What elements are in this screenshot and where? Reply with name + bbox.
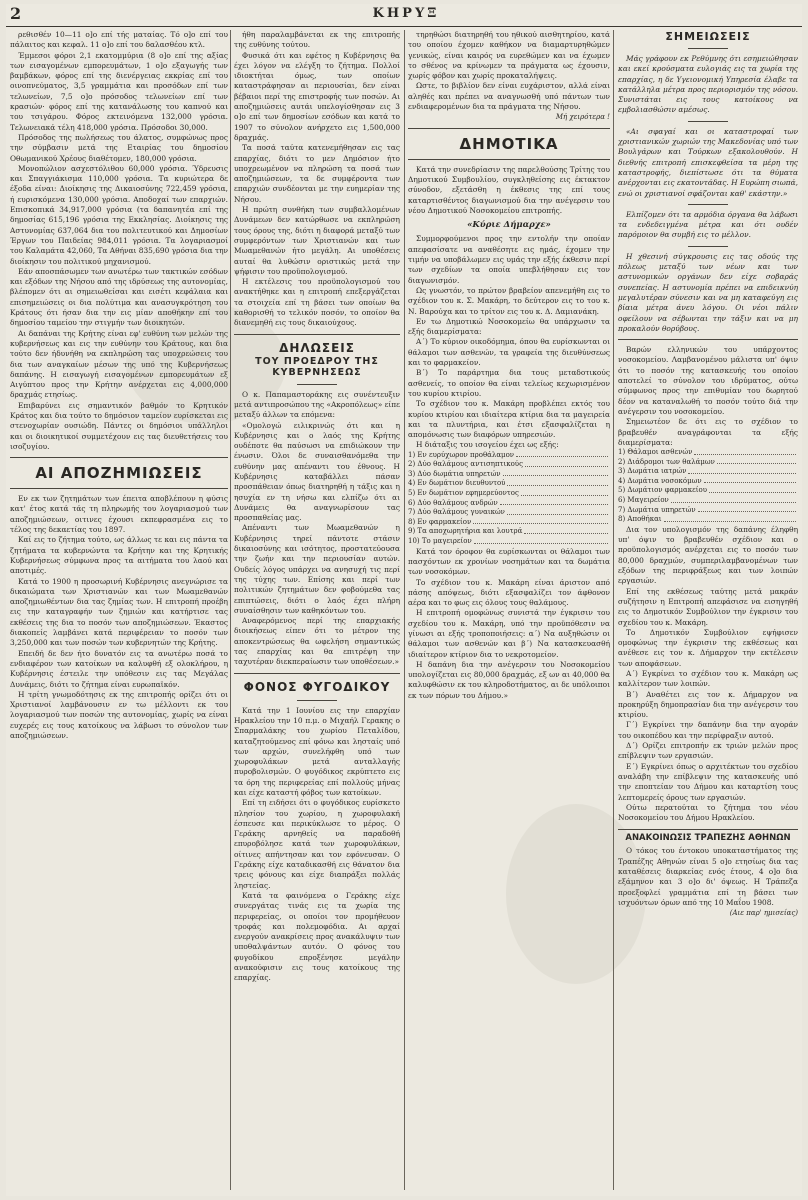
list-item [618, 486, 798, 496]
list-item [408, 451, 610, 461]
paragraph: Κατά την 1 Ιουνίου εις την επαρχίαν Ηρακλείου την 10 π.μ. ο Μιχαήλ Γερακης ο Σπαρμαλάκης του χωρίου Πεταλίδου, καταζητούμενος επί φόνω και λησταίς υπό των αρχών, συνελήφθη υπό των χωροφυλάκων μετά ανταλλαγής πυροβολισμών. Ο φυγόδικος εκρύπτετο εις τα όρη της περιφερείας επί πολλούς μήνας και είχε καταστή φόβος των κατοίκων. [234, 705, 400, 797]
paragraph: Α΄) Το κύριον οικοδόμημα, όπου θα ευρίσκωνται οι θάλαμοι των ασθενών, τα γραφεία της διευθύνσεως και το φαρμακείον. [408, 337, 610, 368]
leader-dots [717, 458, 796, 465]
paragraph: Β΄) Το παράρτημα δια τους μεταδοτικούς ασθενείς, το οποίον θα είναι τελείως κεχωρισμένον του κυρίου κτιρίου. [408, 368, 610, 398]
paragraph: Εν τω Δημοτικώ Νοσοκομείω θα υπάρχωσιν τα εξής διαμερίσματα: [408, 316, 610, 337]
note: Ελπίζομεν ότι τα αρμόδια όργανα θα λάβωσι τα ενδεδειγμένα μέτρα και ότι ουδέν παρόμοιον θα συμβή εις το μέλλον. [618, 209, 798, 240]
leader-dots [507, 508, 608, 515]
list-item-label: 3) Δωμάτια ιατρών [618, 467, 687, 476]
list-item [618, 448, 798, 458]
paragraph: Φυσικά ότι και εφέτος η Κυβέρνησις θα έχει λόγον να ελέγξη το ζήτημα. Πολλοί ιδιοκτήται όμως, των οποίων καταστράφησαν αι περιουσίαι, δεν είναι βέβαιοι περί της επιστροφής των ποσών. Αι αποζημιώσεις αυτάι υπελογίσθησαν εις 3 ο]ο επί των δημοσίων εσόδων και κατά το 1907 το σύνολον ανήρχετο εις 1,500,000 δραχμάς. [234, 50, 400, 142]
paragraph: Πρόσοδος της πωλήσεως του άλατος, συμφώνως προς την σύμβασιν μετά της Εταιρίας του δημοσίου Οθωμανικού Χρέους διαθέτομεν, 180,000 γρόσια. [10, 132, 228, 163]
paragraph: Γ΄) Εγκρίνει την δαπάνην δια την αγοράν του οικοπέδου και την περίφραξιν αυτού. [618, 720, 798, 740]
leader-dots [503, 470, 608, 477]
paragraph: Η τρίτη γνωμοδότησις εκ της επιτροπής ορίζει ότι οι Χριστιανοί λαμβάνουσιν εν τω μέλλοντι εκ του λογαριασμού των ποσών της αυτονομίας, χωρίς να είναι ευχερές εις τους κατοίκους να λάβωσι το σύνολον των αποζημιώσεων. [10, 689, 228, 740]
paragraph: Βαρών ελληνικών του υπάρχοντος νοσοκομείου. Λαμβανομένου μάλιστα υπ' όψιν ότι το ποσόν της κατασκευής του οποίου αποτελεί το σύνολον του ιδρύματος, ούτω σύμφωνος προς την επιθυμίαν του δωρητού δέον να καταναλωθή το ποσόν τούτο διά την ανέγερσιν του νοσοκομείου. [618, 345, 798, 416]
list-item-label: 10) Το μαγειρείον [408, 537, 472, 546]
paragraph: Τα ποσά ταύτα κατενεμήθησαν εις τας επαρχίας, διότι το μεν Δημόσιον ήτο υποχρεωμένον να πληρώση τα ποσά των αποζημιώσεων, τα δε συμφέροντα των επαρχιών συνδέονται με την ευημερίαν της Νήσου. [234, 143, 400, 204]
paragraph: «Ομολογώ ειλικρινώς ότι και η Κυβέρνησις και ο λαός της Κρήτης ουδέποτε θα παύσωσι να επιδιώκουν την ένωσιν. Όλοι δε συναισθανόμεθα την ευθύνην μας απέναντι του έθνους. Η Κυβέρνησις καταβάλλει πάσαν προσπάθειαν όπως διατηρηθή η τάξις και η ησυχία εν τη νήσω και ελπίζω ότι αι Δυνάμεις θα αναγνωρίσουν τας προσπαθείας μας. [234, 420, 400, 523]
leader-dots [516, 451, 608, 458]
list-item-label: 5) Δωμάτιον φαρμακείου [618, 486, 707, 495]
paragraph: Αι δαπάναι της Κρήτης είναι εφ' ευθύνη των μελών της κυβερνήσεως και εις την ευθύνην του Κράτους, και δια τούτο δεν ήδυνήθη να εκπληρώση τας υποχρεώσεις του δια των αναγκαίων μέσων της υπό της Κυβερνήσεως δαπάνης. Η εισαγωγή εισαγομένων εμπορευμάτων εξ Αιγύπτου προς την Κρήτην ανέρχεται εις 4,000,000 δραχμάς ετησίως. [10, 328, 228, 400]
leader-dots [688, 467, 796, 474]
paragraph: Επί της εκθέσεως ταύτης μετά μακράν συζήτησιν η Επιτροπή απεφάσισε να εισηγηθή εις το Δημοτικόν Συμβούλιον την έγκρισιν του σχεδίου του κ. Μακάρη. [618, 586, 798, 627]
paragraph: Ούτω περατούται το ζήτημα του νέου Νοσοκομείου του Δήμου Ηρακλείου. [618, 802, 798, 823]
divider [618, 339, 798, 340]
article-compensations [10, 494, 228, 741]
column-4 [618, 30, 798, 1192]
article-continued [234, 30, 400, 329]
leader-dots [524, 527, 608, 534]
list-item [408, 479, 610, 489]
article-fugitive [234, 706, 400, 984]
list-item [408, 470, 610, 480]
list-item-label: 6) Δύο θαλάμους ανδρών [408, 498, 498, 507]
column-rule [613, 30, 614, 1190]
paragraph: Το Δημοτικόν Συμβούλιον εψήφισεν ομοφώνως την έγκρισιν της εκθέσεως και ανέθεσε εις τον κ. Δήμαρχον την εκτέλεσιν των αποφάσεων. [618, 627, 798, 668]
paragraph: Ε΄) Εγκρίνει όπως ο αρχιτέκτων του σχεδίου αναλάβη την επίβλεψιν της κατασκευής υπό την εποπτείαν του Δήμου και καταρτίση τους λεπτομερείς όρους των εργασιών. [618, 761, 798, 802]
divider [10, 488, 228, 489]
paragraph: Επειδή δε δεν ήτο δυνατόν εις τα ανωτέρω ποσά το ενδιαφέρον των κατοίκων να καλυφθή εξ ολοκλήρου, η Κυβέρνησις έστειλε την υπόθεσιν εις τας Μεγάλας Δυνάμεις, διότι το ζήτημα είναι ευρωπαϊκόν. [10, 648, 228, 689]
divider [408, 159, 610, 160]
list-item-label: 8) Αποθήκαι [618, 515, 662, 524]
paragraph: Η πρώτη συνθήκη των συμβαλλομένων Δυνάμεων δεν κατώρθωσε να εκπληρώση τους όρους της, διότι η διαφορά μεταξύ των συμφερόντων των Χριστιανών και των Μωαμεθανών ήτο μεγάλη. Αι υποθέσεις αυταί θα λυθώσιν οριστικώς μετά την ψήφισιν του προϋπολογισμού. [234, 205, 400, 276]
list-item [408, 489, 610, 499]
paragraph: Ο τόκος του έντοκου υποκαταστήματος της Τραπέζης Αθηνών είναι 5 ο]ο ετησίως δια τας καταθέσεις διαρκείας ενός έτους, 4 ο]ο δια εξάμηνον και 3 ο]ο δι' όψεως. Η Τράπεζα προεξοφλεί γραμμάτια επί τη βάσει των ισχυόντων όρων από της 10 Μαΐου 1908. [618, 846, 798, 907]
leader-dots [671, 496, 796, 503]
paragraph: Επιβαρύνει εις σημαντικόν βαθμόν το Κρητικόν Κράτος και δια τούτο το δημόσιον ταμείον ευρίσκεται εις στενοχωρίαν ουσιώδη. Πάντες οι δημόσιοι υπάλληλοι και οι διοικητικοί συμμετέχουν εις τας διευθετήσεις του ισοζυγίου. [10, 400, 228, 451]
list-item-label: 1) Εν ευρύχωρον προθάλαμον [408, 450, 515, 459]
leader-dots [694, 448, 796, 455]
paragraph: Ο κ. Παπαμαστοράκης εις συνέντευξιν μετά αντιπροσώπου της «Ακροπόλεως» είπε μεταξύ άλλων τα επόμενα: [234, 389, 400, 420]
paragraph: Καί εις το ζήτημα τούτο, ως άλλως τε και εις πάντα τα ζητήματα τα κυβερνώντα τα Κρήτην και της Κρητικής Κυβερνήσεως σύμφωνα προς τα αιτήματα του λαού και αποτιμές. [10, 535, 228, 576]
leader-dots [525, 460, 608, 467]
article-hospital-continued [618, 345, 798, 823]
divider [10, 457, 228, 458]
paragraph: Ως γνωστόν, το πρώτον βραβείον απενεμήθη εις το σχέδιον του κ. Σ. Μακάρη, το δεύτερον εις το του κ. Ν. Βαρούχα και το τρίτον εις του κ. Δ. Δαμιανάκη. [408, 285, 610, 316]
note: Η χθεσινή σύγκρουσις εις τας οδούς της πόλεως μεταξύ των νέων και των αστυνομικών οργάνων δεν είχε σοβαράς συνεπείας. Η αστυνομία πρέπει να επιδεικνύη μεγαλυτέραν σύνεσιν και να μη καταφεύγη εις βίαια μέτρα άνευ λόγου. Οι νέοι πάλιν οφείλουν να σέβωνται την τάξιν και να μη προκαλούν θορύβους. [618, 251, 798, 333]
list-item-label: 7) Δύο θαλάμους γυναικών [408, 508, 505, 517]
leader-dots [709, 486, 796, 493]
list-item [618, 496, 798, 506]
divider [688, 121, 728, 122]
list-item [618, 506, 798, 516]
list-item [408, 508, 610, 518]
list-item [408, 499, 610, 509]
leader-dots [664, 515, 796, 522]
page-number: 2 [10, 4, 22, 23]
newspaper-page [6, 4, 802, 1196]
paragraph: Η επιτροπή ομοφώνως συνιστά την έγκρισιν του σχεδίου του κ. Μακάρη, υπό την προϋπόθεσιν να γίνωσι αι εξής τροποποιήσεις: α΄) Να αυξηθώσιν οι θάλαμοι των ασθενών και β΄) Να κατασκευασθή ιδιαίτερον κτίριον δια το νεκροτομείον. [408, 608, 610, 659]
column-rule [404, 30, 405, 1190]
headline-compensations: ΑΙ ΑΠΟΖΗΜΙΩΣΕΙΣ [35, 464, 203, 483]
list-item [618, 467, 798, 477]
list-item [408, 460, 610, 470]
divider [234, 673, 400, 674]
paper-stain [506, 804, 646, 984]
article-statements [234, 390, 400, 668]
departments-list [618, 448, 798, 525]
signature: Μή χειρότερα ! [555, 113, 610, 122]
subheadline-president: ΤΟΥ ΠΡΟΕΔΡΟΥ ΤΗΣ ΚΥΒΕΡΝΗΣΕΩΣ [255, 355, 379, 378]
leader-dots [473, 518, 608, 525]
list-item [618, 458, 798, 468]
notes-section [618, 54, 798, 334]
list-item-label: 8) Εν φαρμακείον [408, 517, 472, 526]
leader-dots [500, 499, 608, 506]
bank-announcement-heading: ΑΝΑΚΟΙΝΩΣΙΣ ΤΡΑΠΕΖΗΣ ΑΘΗΝΩΝ [618, 829, 798, 843]
headline-municipal: ΔΗΜΟΤΙΚΑ [459, 134, 559, 153]
rooms-list [408, 451, 610, 547]
masthead [6, 4, 802, 27]
continued-note: (Αιε παρ' ημισείας) [729, 909, 798, 918]
paragraph: Εν εκ των ζητημάτων των έπειτα αποβλέπουν η φύσις κατ' έτος κατά τάς τη πληρωμής του λογαριασμού των αποζημιώσεων, οιτινες έχουσι εκπεφρασμένα εις το τέλος της δεκαετίας του 1897. [10, 494, 228, 535]
list-item-label: 2) Δύο θαλάμους αντισηπτικούς [408, 460, 523, 469]
paragraph: Αναφερόμενος περί της επαρχιακής διοικήσεως είπεν ότι το μέτρον της αποκεντρώσεως θα ωφελήση σημαντικώς τας επαρχίας και θα επιτρέψη την ταχυτέραν διεκπεραίωσιν των υποθέσεων.» [234, 616, 400, 667]
paragraph: Ωστε, το βιβλίον δεν είναι ευχάριστον, αλλά είναι αληθές και πρέπει να αναγνωσθή υπό πάντων των ενδιαφερομένων δια τα πράγματα της Νήσου. [408, 81, 610, 112]
note: Μάς γράφουν εκ Ρεθύμνης ότι εσημειώθησαν και εκεί κρούσματα ευλογιάς εις τα χωρία της επαρχίας, η δε Υγειονομική Υπηρεσία έλαβε τα κατάλληλα μέτρα προς περιορισμόν της νόσου. Συνιστάται εις τους κατοίκους να εμβολιασθώσιν αμέσως. [618, 54, 798, 115]
leader-dots [507, 479, 608, 486]
letter-salutation: «Κύριε Δήμαρχε» [467, 220, 551, 231]
article-municipal [408, 165, 610, 701]
divider [297, 700, 337, 701]
list-item-label: 7) Δωμάτια υπηρετών [618, 505, 696, 514]
paragraph: Κατά το 1900 η προσωρινή Κυβέρνησις ανεγνώρισε τα δικαιώματα των Χριστιανών και των Μωαμεθανών αποζημιωθέντων δια τας ζημίας των. Η επιτροπή προέβη εις την καταγραφήν των ζημιών και κατήρτισε τας εκθέσεις της δια το ποσόν των αποζημιώσεων. Έκαστος διακοπείς λαμβάνει κατά περιφέρειαν το ποσόν των 3,250,000 και των ποσών των κυβερνητών της Κρήτης. [10, 576, 228, 648]
paragraph: Β΄) Αναθέτει εις τον κ. Δήμαρχον να προκηρύξη δημοπρασίαν δια την ανέγερσιν του κτιρίου. [618, 689, 798, 720]
paragraph: Επί τη ειδήσει ότι ο φυγόδικος ευρίσκετο πλησίον του χωρίου, η χωροφυλακή έσπευσε και περικύκλωσε το μέρος. Ο Γεράκης αρνηθείς να παραδοθή επυροβόλησε κατά των χωροφυλάκων, οίτινες απήντησαν και τον εφόνευσαν. Ο Γεράκης είχε καταδικασθή εις θάνατον δια τρεις φόνους και είχε διαπράξει πολλάς ληστείας. [234, 798, 400, 890]
paragraph: Απέναντι των Μωαμεθανών η Κυβέρνησις τηρεί πάντοτε στάσιν δικαιοσύνης και ισότητος, προστατεύουσα την ζωήν και την περιουσίαν αυτών. Ουδείς λόγος υπάρχει να ανησυχή τις περί της τύχης των. Επίσης και περί των πολιτικών ζητημάτων δεν φοβούμεθα τας επιπτώσεις, διότι ο λαός έχει πλήρη συναίσθησιν των καθηκόντων του. [234, 523, 400, 615]
list-item-label: 3) Δύο δωμάτια υπηρετών [408, 469, 501, 478]
newspaper-name: ΚΗΡΥΞ [372, 6, 440, 21]
list-item-label: 4) Εν δωμάτιον διευθυντού [408, 479, 506, 488]
paragraph: Σημειωτέον δε ότι εις το σχέδιον το βραβευθέν αναγράφονται τα εξής διαμερίσματα: [618, 417, 798, 447]
note: «Αι σφαγαί και οι καταστροφαί των χριστιανικών χωριών της Μακεδονίας υπό των Βουλγάρων και Τούρκων εξακολουθούν. Η διεθνής επιτροπή επισκεφθείσα τα μέρη της καταστροφής, διεπίστωσε ότι τα θύματα ανέρχονται εις εκατοντάδας. Η Ευρώπη σιωπά, ενώ οι χριστιανοί σφάζονται καθ' εκάστην.» [618, 126, 798, 198]
list-item [408, 518, 610, 528]
divider [688, 246, 728, 247]
leader-dots [698, 506, 796, 513]
headline-statements: ΔΗΛΩΣΕΙΣ [279, 340, 355, 355]
paragraph: Α΄) Εγκρίνει το σχέδιον του κ. Μακάρη ως καλλίτερον των λοιπών. [618, 669, 798, 689]
paper-stain [126, 304, 286, 424]
paragraph: ρεθισθέν 10—11 ο]ο επί τής ματαίας. Τό ο]ο επί του πάλαιτος και κεφαλ. 11 ο]ο επί του δαλασθέου κτλ. [10, 30, 228, 50]
list-item [408, 537, 610, 547]
paragraph: Μονοπώλιον ασχεστόλιθου 60,000 γρόσια. Ύδρευσις και Σπαγγιάκισμα 110,000 γρόσια. Τα κυριώτερα δε έξοδα είναι: Διοίκησις της Δικαιοσύνης 722,459 γρόσια, ή ευρισκόμενα 130,000 γρόσια. Αποδοχαί των επαρχιών. Επισκοπικά 34,917,000 γρόσια (τα δαπανητέα επί της δημοσίας 615,196 γρόσια της Εκκλησίας. Διοίκησις της Αστυνομίας 637,064 δια του πολιτευτικού και Δημοσίων Έργων του Παιδείας 984,011 γρόσια. Τα λογαριασμοί του Καλαμάτα 42,060, Τα Αθήναι 835,690 γρόσια δια την διοίκησιν του πολιτικού μηχανισμού. [10, 163, 228, 266]
headline-fugitive-murder: ΦΟΝΟΣ ΦΥΓΟΔΙΚΟΥ [243, 679, 391, 694]
list-item-label: 9) Τα αποχωρητήρια και λουτρά [408, 527, 523, 536]
paragraph: Κατά τον όροφον θα ευρίσκωνται οι θάλαμοι των πασχόντων εκ χρονίων νοσημάτων και τα δωμάτια των νοσοκόμων. [408, 546, 610, 577]
paragraph: τηρηθώσι διατηρηθή του ηθικού αισθητηρίου, κατά του οποίου έχομεν καθήκον να διαμαρτυρηθώμεν γενικώς, είναι καιρός να ευρεθώμεν και να έχωμεν το σθένος να κρίνωμεν τα πράγματα ως έχουσιν, χωρίς φόβον και χωρίς προκαταλήψεις. [408, 30, 610, 81]
paragraph: Το σχέδιον του κ. Μακάρη προβλέπει εκτός του κυρίου κτιρίου και ιδιαίτερα κτίρια δια τα μαγειρεία και τα πλυντήρια, και έτσι εξασφαλίζεται η απομόνωσις των διαφόρων υπηρεσιών. [408, 399, 610, 440]
column-rule [230, 30, 231, 1190]
list-item [618, 515, 798, 525]
paragraph: Κατά την συνεδρίασιν της παρελθούσης Τρίτης του Δημοτικού Συμβουλίου, συγκληθείσης εις έκτακτον σύνοδον, εξετάσθη η έκθεσις της επί τους καταρτισθέντος διαγωνισμού δια την ανέγερσιν του νέου Δημοτικού Νοσοκομείου επιτροπής. [408, 164, 610, 215]
article-book-review [408, 30, 610, 123]
column-2 [234, 30, 400, 1192]
list-title: Η διάταξις του ισογείου έχει ως εξής: [416, 440, 559, 450]
column-1 [10, 30, 228, 1192]
paragraph: Συμμορφούμενοι προς την εντολήν την οποίαν απεφασίσατε να αναθέσητε εις ημάς, έχομεν την τιμήν να υποβάλωμεν εις υμάς την εξής έκθεσιν περί των σχεδίων τα οποία υπεβλήθησαν εις τον διαγωνισμόν. [408, 234, 610, 285]
leader-dots [704, 477, 796, 484]
paragraph: Η δαπάνη δια την ανέγερσιν του Νοσοκομείου υπολογίζεται εις 80,000 δραχμάς, εξ ων αι 40,000 θα καλυφθώσιν εκ του κληροδοτήματος, αι δε υπόλοιποι εκ των πόρων του Δήμου.» [408, 659, 610, 700]
leader-dots [474, 537, 608, 544]
paragraph: ήθη παραλαμβάνεται εκ της επιτροπής της ευθύνης τούτου. [234, 30, 400, 50]
divider [297, 384, 337, 385]
list-item-label: 6) Μαγειρείον [618, 496, 669, 505]
list-item-label: 2) Διάδρομοι των θαλάμων [618, 457, 715, 466]
paragraph: Το σχέδιον του κ. Μακάρη είναι άριστον από πάσης απόψεως, διότι εξασφαλίζει τον άφθονον αέρα και το φως εις όλους τους θαλάμους. [408, 577, 610, 608]
column-3 [408, 30, 610, 1192]
paragraph: Η εκτέλεσις του προϋπολογισμού του ανακτήθηκε και η επιτροπή επεξεργάζεται τα στοιχεία επί τη βάσει των οποίων θα καθορισθή το τελικόν ποσόν, το οποίον θα διανεμηθή εις τους δικαιούχους. [234, 277, 400, 328]
leader-dots [521, 489, 608, 496]
divider [408, 128, 610, 129]
paragraph: Εάν αποσπάσωμεν των ανωτέρω των τακτικών εσόδων και εξόδων της Νήσου από της ιδρύσεως της αυτονομίας, βλέπομεν ότι αι σημειωθείσαι και εισέτι κεφάλαια και επισημειώσεις οι δια πολύτιμα και ανασυγκρότηση του Κράτους ότι ήσαν δια την εις μίαν αποθήκην επί του δημοσίου ταμείου την στιγμήν των διοικητών. [10, 266, 228, 328]
paragraph: Δ΄) Ορίζει επιτροπήν εκ τριών μελών προς επίβλεψιν των εργασιών. [618, 741, 798, 761]
paragraph: Δια τον υπολογισμόν της δαπάνης έληφθη υπ' όψιν το βραβευθέν σχέδιον και ο προϋπολογισμός ανέρχεται εις το ποσόν των 80,000 δραχμών, συμπεριλαμβανομένων των εξόδων της περιφράξεως και των λοιπών εργασιών. [618, 524, 798, 586]
notes-heading: ΣΗΜΕΙΩΣΕΙΣ [665, 30, 751, 43]
list-item-label: 5) Εν δωμάτιον εφημερεύοντος [408, 489, 519, 498]
list-item [408, 527, 610, 537]
paragraph: Έμμεσοι φόροι 2,1 εκατομμύρια (8 ο]ο επί της αξίας των εισαγομένων εμπορευμάτων, 1 ο]ο εξαγωγής των βαμβάκων, φόρος επί της διενέργειας εκκρίας επί του οινοπνεύματος, 3,5 γραμμάτια και προσόδων επί των τελωνείων, 7,5 ο]ο πρόσοδος τελωνείων επί των κρασιών· φόρος επί της κατανάλωσης του καπνού και του τσιγάρου. Φόρος εκτεινόμενα 132,000 γρόσια. Τελωνειακά τέλη 418,000 γρόσια. Πρόσοδοι 30,000. [10, 50, 228, 132]
paragraph: Κατά τα φαινόμενα ο Γεράκης είχε συνεργάτας τινάς εις τα χωρία της περιφερείας, οι οποίοι τον προμήθευον τροφάς και πολεμοφόδια. Αι αρχαί ενεργούν ανακρίσεις προς ανακάλυψιν των υποθαλψάντων αυτόν. Ο φόνος του φυγοδίκου επροξένησε μεγάλην ανακούφισιν εις τους κατοίκους της επαρχίας. [234, 890, 400, 983]
divider [688, 204, 728, 205]
list-item-label: 4) Δωμάτια νοσοκόμων [618, 476, 702, 485]
list-item-label: 1) Θάλαμοι ασθενών [618, 448, 693, 457]
divider [688, 48, 728, 49]
